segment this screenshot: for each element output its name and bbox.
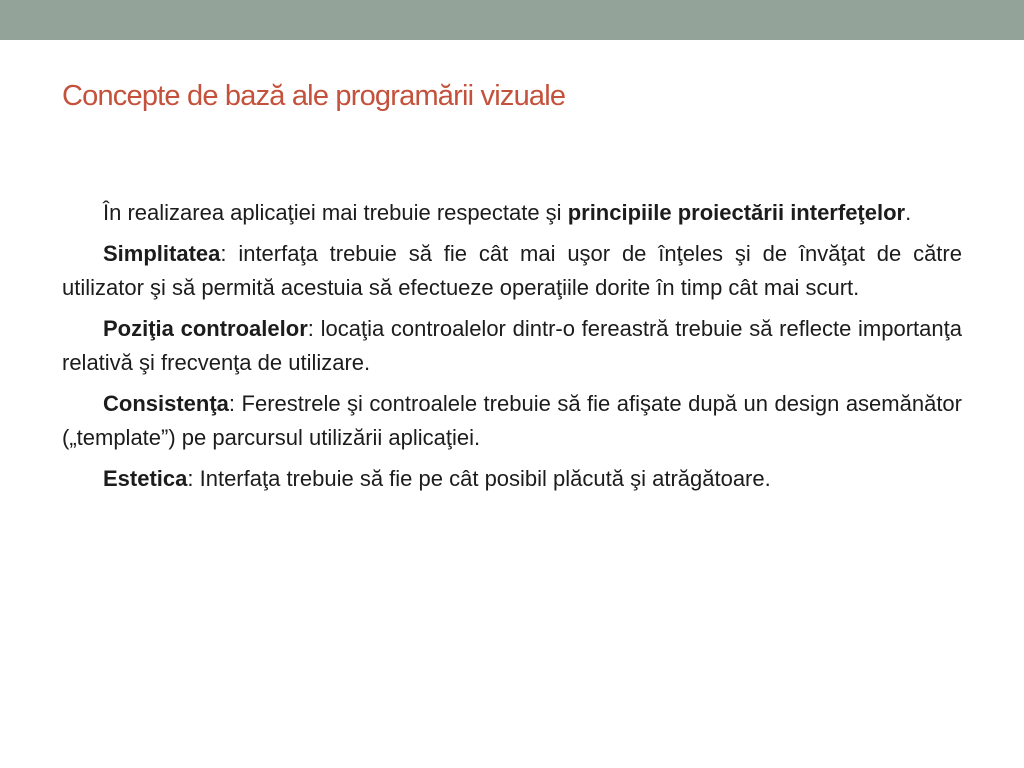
paragraph-simplicity [62,237,962,305]
paragraph-text: : Ferestrele şi controalele trebuie să fie afişate după un design asemănător („template”) pe parcursul utilizării aplicaţiei. [62,391,962,450]
paragraph-bold-term: Consistenţa [103,391,229,416]
paragraph-bold-term: Estetica [103,466,188,491]
paragraph-bold-term: Simplitatea [103,241,221,266]
paragraph-text: : Interfaţa trebuie să fie pe cât posibil plăcută şi atrăgătoare. [187,466,771,491]
slide-body [62,196,962,503]
paragraph-text: : locaţia controalelor dintr-o fereastră trebuie să reflecte importanţa relativă şi frecvenţa de utilizare. [62,316,962,375]
paragraph-bold-term: Poziţia controalelor [103,316,308,341]
paragraph-text: : interfaţa trebuie să fie cât mai uşor de înţeles şi de învăţat de către utilizator şi să permită acestuia să efectueze operaţiile dorite în timp cât mai scurt. [62,241,962,300]
paragraph-control-position [62,312,962,380]
paragraph-bold-term: principiile proiectării interfeţelor [567,200,906,225]
paragraph-consistency [62,387,962,455]
paragraph-text: . [905,200,912,225]
slide-top-bar [0,0,1024,40]
paragraph-interface-principles [62,196,962,230]
paragraph-text: În realizarea aplicaţiei mai trebuie respectate şi [103,200,568,225]
paragraph-aesthetics [62,462,962,496]
slide-title: Concepte de bază ale programării vizuale [62,80,566,112]
